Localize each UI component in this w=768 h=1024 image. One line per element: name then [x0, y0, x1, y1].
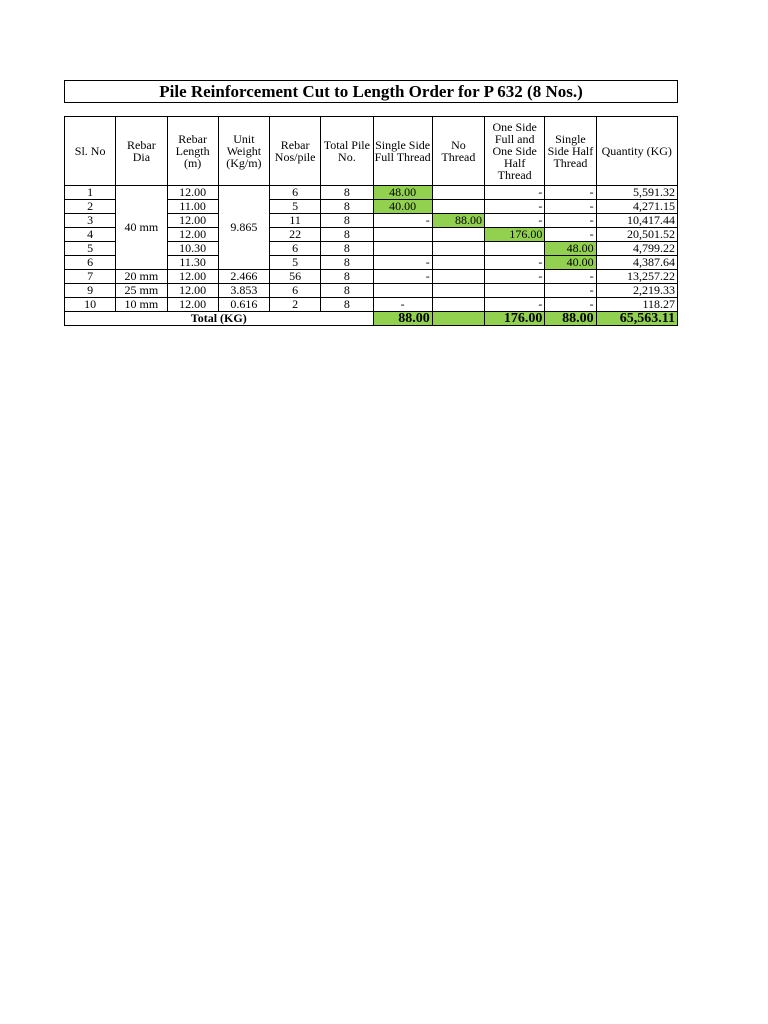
cell-sl: 2	[65, 200, 116, 214]
cell-total-pile: 8	[321, 298, 373, 312]
totals-label: Total (KG)	[65, 312, 374, 326]
cell-sl: 4	[65, 228, 116, 242]
cell-no-thread	[432, 228, 484, 242]
sheet-title: Pile Reinforcement Cut to Length Order for P 632 (8 Nos.)	[64, 80, 678, 103]
cell-unit-weight: 2.466	[218, 270, 269, 284]
cell-total-pile: 8	[321, 284, 373, 298]
cell-single-full: -	[373, 298, 432, 312]
cell-single-full: -	[373, 270, 432, 284]
cell-rebar-dia: 20 mm	[116, 270, 167, 284]
col-header-unit-weight: Unit Weight (Kg/m)	[218, 117, 269, 186]
cell-nos: 6	[270, 242, 321, 256]
cell-one-full-half: -	[485, 186, 545, 200]
cell-single-full	[373, 242, 432, 256]
cell-single-full: 40.00	[373, 200, 432, 214]
cell-quantity: 4,387.64	[596, 256, 677, 270]
cell-single-half: -	[545, 270, 596, 284]
reinforcement-table	[64, 116, 678, 326]
cell-no-thread	[432, 256, 484, 270]
cell-nos: 5	[270, 200, 321, 214]
total-no-thread	[432, 312, 484, 326]
cell-single-full	[373, 284, 432, 298]
cell-one-full-half: 176.00	[485, 228, 545, 242]
cell-quantity: 4,799.22	[596, 242, 677, 256]
cell-one-full-half: -	[485, 256, 545, 270]
cell-unit-weight: 3.853	[218, 284, 269, 298]
cell-no-thread	[432, 186, 484, 200]
cell-nos: 11	[270, 214, 321, 228]
cell-length: 12.00	[167, 284, 218, 298]
cell-single-full: -	[373, 256, 432, 270]
cell-one-full-half: -	[485, 270, 545, 284]
cell-single-half: -	[545, 228, 596, 242]
cell-quantity: 118.27	[596, 298, 677, 312]
header-row	[65, 117, 678, 186]
cell-total-pile: 8	[321, 256, 373, 270]
cell-single-full: 48.00	[373, 186, 432, 200]
cell-single-half: -	[545, 284, 596, 298]
cell-single-half: -	[545, 214, 596, 228]
col-header-rebar-length: Rebar Length (m)	[167, 117, 218, 186]
cell-quantity: 2,219.33	[596, 284, 677, 298]
total-single-full: 88.00	[373, 312, 432, 326]
cell-one-full-half: -	[485, 200, 545, 214]
cell-sl: 9	[65, 284, 116, 298]
cell-one-full-half: -	[485, 214, 545, 228]
cell-rebar-dia: 25 mm	[116, 284, 167, 298]
cell-total-pile: 8	[321, 228, 373, 242]
totals-row	[65, 312, 678, 326]
cell-length: 11.00	[167, 200, 218, 214]
cell-total-pile: 8	[321, 186, 373, 200]
cell-sl: 1	[65, 186, 116, 200]
total-quantity: 65,563.11	[596, 312, 677, 326]
cell-no-thread	[432, 242, 484, 256]
col-header-total-pile: Total Pile No.	[321, 117, 373, 186]
cell-one-full-half	[485, 284, 545, 298]
cell-no-thread	[432, 270, 484, 284]
col-header-rebar-dia: Rebar Dia	[116, 117, 167, 186]
cell-single-half: -	[545, 200, 596, 214]
cell-nos: 56	[270, 270, 321, 284]
cell-no-thread	[432, 200, 484, 214]
cell-no-thread: 88.00	[432, 214, 484, 228]
cell-length: 10.30	[167, 242, 218, 256]
cell-quantity: 20,501.52	[596, 228, 677, 242]
cell-quantity: 5,591.32	[596, 186, 677, 200]
cell-unit-weight-group: 9.865	[218, 186, 269, 270]
cell-total-pile: 8	[321, 242, 373, 256]
cell-nos: 6	[270, 186, 321, 200]
cell-one-full-half	[485, 242, 545, 256]
col-header-single-full-thread: Single Side Full Thread	[373, 117, 432, 186]
cell-single-full	[373, 228, 432, 242]
cell-single-half: -	[545, 186, 596, 200]
col-header-rebar-nos: Rebar Nos/pile	[270, 117, 321, 186]
table-row	[65, 298, 678, 312]
table-row	[65, 186, 678, 200]
cell-sl: 3	[65, 214, 116, 228]
col-header-sl-no: Sl. No	[65, 117, 116, 186]
cell-single-half: 48.00	[545, 242, 596, 256]
cell-sl: 7	[65, 270, 116, 284]
total-single-half: 88.00	[545, 312, 596, 326]
table-row	[65, 284, 678, 298]
col-header-one-full-half-thread: One Side Full and One Side Half Thread	[485, 117, 545, 186]
cell-unit-weight: 0.616	[218, 298, 269, 312]
col-header-no-thread: No Thread	[432, 117, 484, 186]
cell-total-pile: 8	[321, 270, 373, 284]
cell-length: 12.00	[167, 298, 218, 312]
cell-nos: 2	[270, 298, 321, 312]
cell-nos: 6	[270, 284, 321, 298]
cell-length: 11.30	[167, 256, 218, 270]
cell-total-pile: 8	[321, 200, 373, 214]
cell-nos: 5	[270, 256, 321, 270]
cell-rebar-dia-group: 40 mm	[116, 186, 167, 270]
cell-quantity: 4,271.15	[596, 200, 677, 214]
col-header-single-half-thread: Single Side Half Thread	[545, 117, 596, 186]
table-row	[65, 270, 678, 284]
cell-length: 12.00	[167, 214, 218, 228]
cell-one-full-half: -	[485, 298, 545, 312]
cell-sl: 6	[65, 256, 116, 270]
cell-no-thread	[432, 298, 484, 312]
col-header-quantity: Quantity (KG)	[596, 117, 677, 186]
cell-total-pile: 8	[321, 214, 373, 228]
cell-nos: 22	[270, 228, 321, 242]
cell-quantity: 10,417.44	[596, 214, 677, 228]
cell-no-thread	[432, 284, 484, 298]
total-one-full-half: 176.00	[485, 312, 545, 326]
cell-length: 12.00	[167, 228, 218, 242]
cell-sl: 5	[65, 242, 116, 256]
cell-quantity: 13,257.22	[596, 270, 677, 284]
cell-length: 12.00	[167, 186, 218, 200]
cell-sl: 10	[65, 298, 116, 312]
cell-rebar-dia: 10 mm	[116, 298, 167, 312]
cell-single-full: -	[373, 214, 432, 228]
cell-length: 12.00	[167, 270, 218, 284]
cell-single-half: -	[545, 298, 596, 312]
cell-single-half: 40.00	[545, 256, 596, 270]
